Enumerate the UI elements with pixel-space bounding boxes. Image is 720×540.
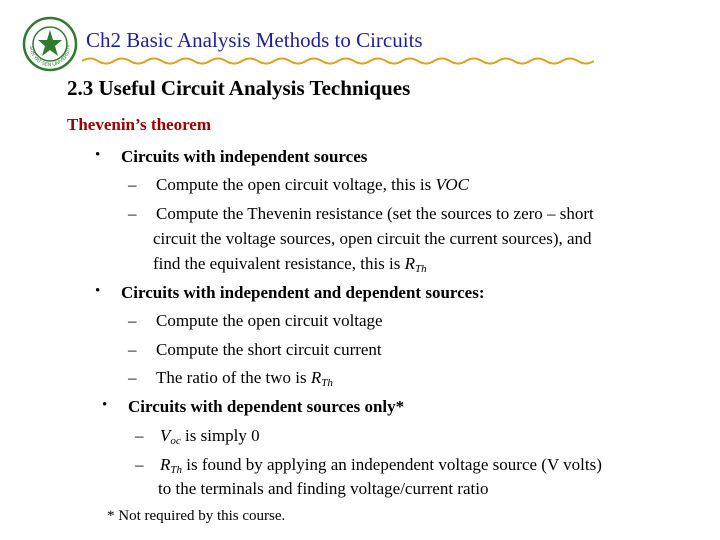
bullet-heading: Circuits with independent sources: [121, 147, 368, 166]
rth-variable: R: [310, 368, 322, 387]
list-item: $V_{oc}$ is simply 0: [160, 426, 260, 447]
voc-variable: V: [160, 426, 171, 445]
voc-variable: VOC: [435, 175, 470, 194]
dash: –: [128, 204, 137, 223]
bullet-dot: •: [95, 147, 101, 163]
list-item-continued: to the terminals and finding voltage/current ratio: [158, 479, 489, 498]
bullet-dot: •: [102, 397, 108, 413]
dash: –: [128, 340, 137, 359]
list-item-continued: circuit the voltage sources, open circuit the current sources), and: [153, 229, 592, 248]
dash: –: [135, 426, 144, 445]
section-title: 2.3 Useful Circuit Analysis Techniques: [67, 76, 411, 100]
header-title: Ch2 Basic Analysis Methods to Circuits: [86, 28, 423, 52]
dash: –: [128, 311, 137, 330]
list-item: The ratio of the two is $R_{Th}$: [156, 368, 333, 389]
list-item: Compute the short circuit current: [156, 340, 382, 359]
footnote: * Not required by this course.: [107, 508, 286, 524]
dash: –: [128, 175, 137, 194]
rth-variable: R: [404, 254, 416, 273]
dash: –: [128, 368, 137, 387]
rth-variable: R: [160, 455, 171, 474]
list-item: Compute the open circuit voltage, this is VOC: [156, 175, 470, 194]
dash: –: [135, 455, 144, 474]
bullet-heading: Circuits with independent and dependent sources:: [121, 283, 485, 302]
list-item: Compute the open circuit voltage: [156, 311, 383, 330]
list-item: $R_{Th}$ is found by applying an independent voltage source (V volts): [160, 455, 602, 476]
list-item-continued: find the equivalent resistance, this is $R_{Th}$: [153, 254, 427, 275]
logo-text: SUN YAT-SEN UNIVERSITY: [27, 44, 73, 69]
bullet-heading: Circuits with dependent sources only*: [128, 397, 405, 416]
theorem-title: Thevenin’s theorem: [67, 115, 212, 134]
header-divider-wave: [82, 54, 594, 68]
university-logo: [22, 16, 78, 72]
list-item: Compute the Thevenin resistance (set the sources to zero – short: [156, 204, 594, 223]
bullet-dot: •: [95, 283, 101, 299]
